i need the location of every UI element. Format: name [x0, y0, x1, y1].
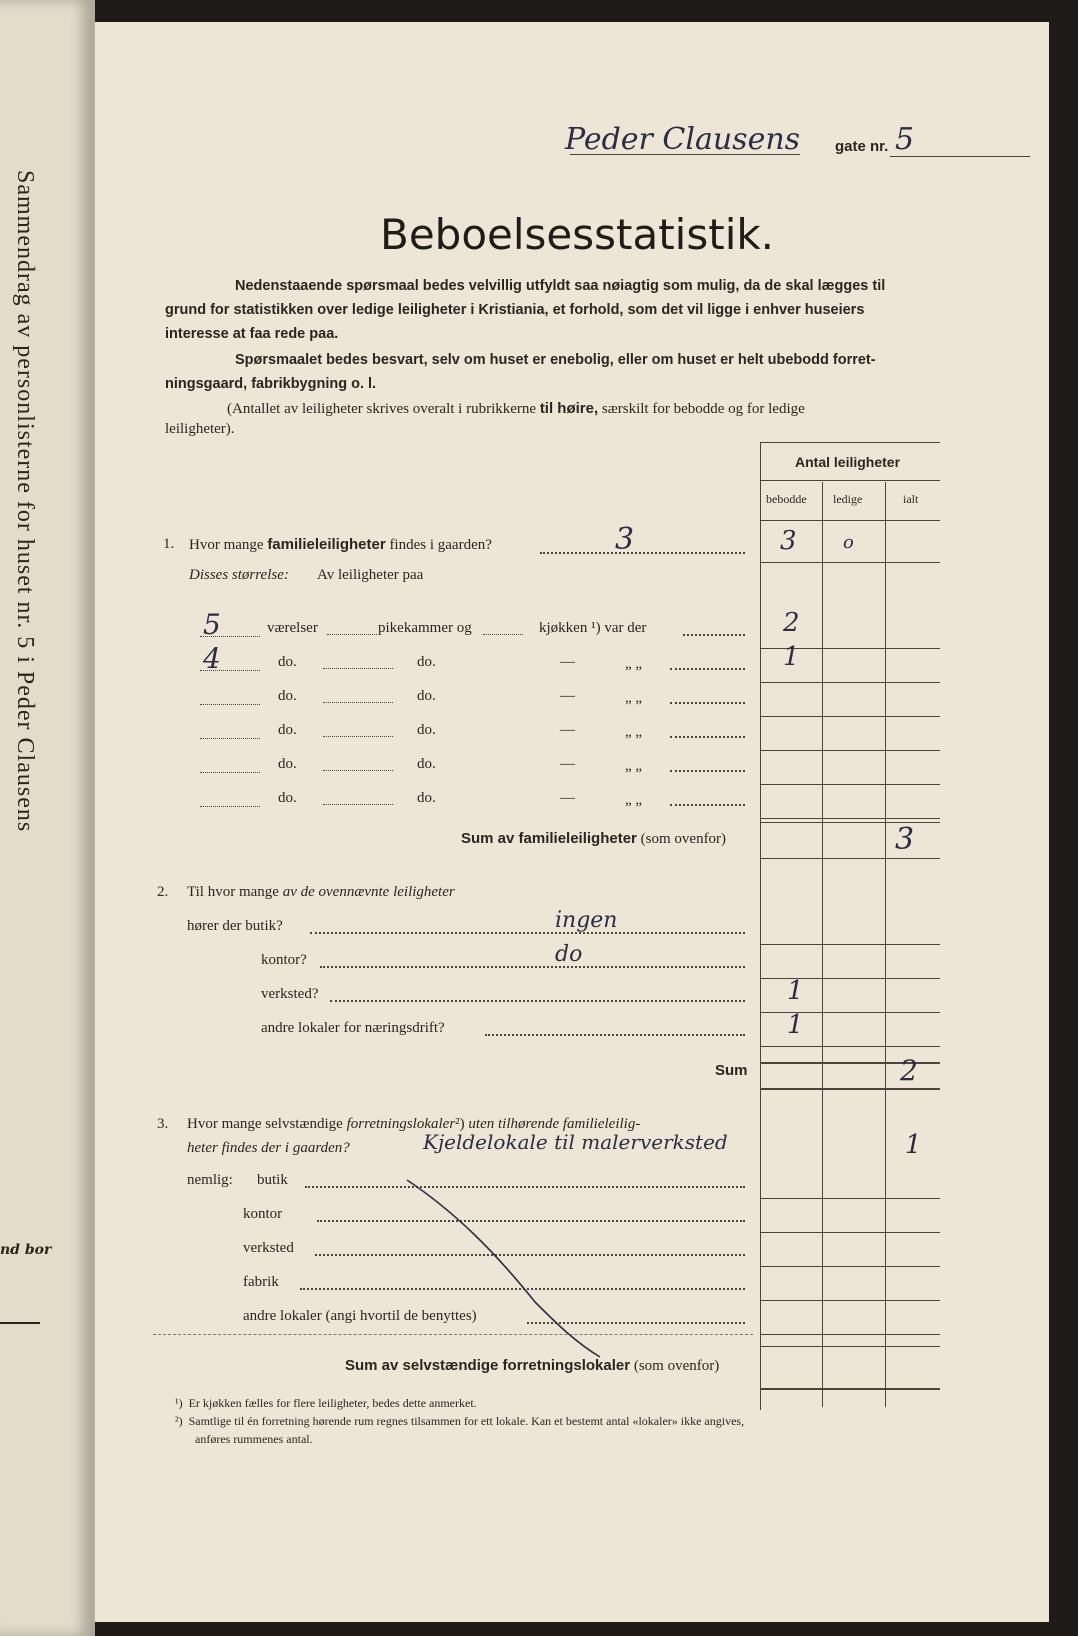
size-row-do-2: do.: [417, 790, 436, 806]
intro-p3-line2: leiligheter).: [165, 421, 235, 437]
intro-p1-line3: interesse at faa rede paa.: [165, 326, 339, 342]
q3-sum-bold: Sum av selvstændige forretningslokaler: [345, 1357, 631, 1374]
intro-p2-line1: Spørsmaalet bedes besvart, selv om huset er enebolig, eller om huset er helt ubebodd forret-: [235, 352, 876, 368]
q2-item-bebodde: 1: [787, 976, 804, 1006]
q1-sizes-label: Disses størrelse:: [189, 567, 289, 583]
left-page-vertical-text: Sammendrag av personlisterne for huset nr. 5 i Peder Clausens: [12, 170, 38, 833]
size-row-leader-dots: [683, 634, 745, 636]
left-facing-page: [0, 0, 95, 1636]
q3-item-rule: [760, 1266, 940, 1267]
footnote-2-text-a: Samtlige til én forretning hørende rum regnes tilsammen for ett lokale. Kan et bestemt antal «lokaler» ikke angives,: [188, 1414, 745, 1428]
q2-sum-ialt: 2: [900, 1054, 918, 1087]
size-row-kjokken: kjøkken ¹) var der: [539, 620, 647, 636]
q3-item-label: andre lokaler (angi hvortil de benyttes): [243, 1308, 477, 1324]
size-row-dash: —: [560, 722, 575, 738]
q3-item-rule: [760, 1300, 940, 1301]
size-row-rule: [760, 716, 940, 717]
size-row-rule: [760, 750, 940, 751]
q3-line1-a: Hvor mange selvstændige: [187, 1116, 343, 1132]
q2-item-leader-dots: [310, 932, 745, 934]
size-row-leader-dots: [670, 804, 745, 806]
size-row-do-2: do.: [417, 688, 436, 704]
q3-line2: heter findes der i gaarden?: [187, 1140, 350, 1156]
size-row-leader-dots: [670, 702, 745, 704]
gate-number-underline: [890, 156, 1030, 157]
left-page-nd-bor: nd bor: [0, 1242, 52, 1258]
q3-item-rule: [760, 1232, 940, 1233]
size-row-pike-line: [323, 702, 393, 703]
size-row-rooms-line: [200, 738, 260, 739]
q2-text-a: Til hvor mange: [187, 884, 279, 900]
table-top-rule: [760, 442, 940, 443]
table-header-rule: [760, 480, 940, 481]
q1-number: 1.: [163, 536, 175, 552]
q1-sizes-text: Av leiligheter paa: [317, 567, 424, 583]
size-row-rule: [760, 682, 940, 683]
q2-item-label: kontor?: [261, 952, 307, 968]
intro-p1-line2: grund for statistikken over ledige leiligheter i Kristiania, et forhold, som det vil ligge i enhver huseiers: [165, 302, 865, 318]
size-row-dash: —: [560, 756, 575, 772]
q2-item-label: verksted?: [261, 986, 319, 1002]
gate-number-handwritten: 5: [895, 122, 915, 157]
q1-text-bold: familieleiligheter: [267, 536, 386, 553]
q3-divider: [153, 1334, 753, 1335]
table-col-ledige: ledige: [833, 492, 863, 506]
q2-sum-bottom-rule: [760, 1088, 940, 1090]
table-left-rule: [760, 442, 761, 1410]
street-name-handwritten: Peder Clausens: [565, 122, 801, 157]
q2-item-rule: [760, 1046, 940, 1047]
q3-sum-label: [345, 1357, 719, 1375]
q3-nemlig: nemlig:: [187, 1172, 233, 1188]
q2-sum-label: Sum: [715, 1062, 748, 1079]
table-col-bebodde: bebodde: [766, 492, 807, 506]
q3-answer-handwritten: Kjeldelokale til malerverksted: [423, 1130, 728, 1154]
q1-ledige-value: o: [843, 532, 854, 553]
size-row-bebodde: 2: [783, 608, 800, 638]
intro-p3-line1: [227, 400, 805, 418]
q2-item-leader-dots: [485, 1034, 745, 1036]
table-header-title: Antal leiligheter: [795, 454, 901, 470]
gate-nr-label: gate nr.: [835, 138, 889, 155]
size-row-dash: —: [560, 688, 575, 704]
q3-line1-sup: ²): [455, 1116, 465, 1132]
footnote-2: [175, 1414, 744, 1429]
size-row-ditto: „ „: [625, 656, 643, 672]
size-row-do-2: do.: [417, 654, 436, 670]
q2-question: [187, 884, 455, 901]
q1-sum-label: [461, 830, 726, 848]
size-row-rooms: 5: [203, 608, 221, 641]
q3-sum-bottom-rule: [760, 1388, 940, 1390]
size-row-vaerelser: værelser: [267, 620, 318, 636]
size-row-do-1: do.: [278, 756, 297, 772]
size-row-do-1: do.: [278, 654, 297, 670]
size-row-kjokken-line: [483, 634, 523, 635]
footnote-1-mark: ¹): [175, 1396, 183, 1410]
size-row-leader-dots: [670, 668, 745, 670]
street-underline: [570, 154, 800, 155]
intro-p3-b: særskilt for bebodde og for ledige: [601, 401, 805, 417]
q3-number: 3.: [157, 1116, 169, 1132]
q2-item-label: andre lokaler for næringsdrift?: [261, 1020, 445, 1036]
intro-p2-line2: ningsgaard, fabrikbygning o. l.: [165, 376, 377, 392]
size-row-pike-line: [323, 804, 393, 805]
size-row-pike-line: [323, 668, 393, 669]
q2-item-answer: do: [555, 942, 583, 967]
q2-text-it: av de ovennævnte leiligheter: [282, 884, 455, 900]
q3-item-rule: [760, 1198, 940, 1199]
size-row-rooms: 4: [203, 642, 221, 675]
size-row-do-1: do.: [278, 688, 297, 704]
q3-line1-b: uten tilhørende familieleilig-: [468, 1116, 641, 1132]
size-row-dash: —: [560, 654, 575, 670]
size-row-leader-dots: [670, 736, 745, 738]
size-row-pike-line: [323, 770, 393, 771]
size-row-do-1: do.: [278, 722, 297, 738]
q3-item-rule: [760, 1334, 940, 1335]
q3-line1-it: forretningslokaler: [346, 1116, 456, 1132]
footnote-1-text: Er kjøkken fælles for flere leiligheter, bedes dette anmerket.: [188, 1396, 477, 1410]
q3-sum-rest: (som ovenfor): [633, 1358, 720, 1374]
q1-sum-bottom-rule: [760, 858, 940, 859]
q3-item-label: kontor: [243, 1206, 283, 1222]
form-page: [93, 22, 1049, 1622]
size-row-ditto: „ „: [625, 724, 643, 740]
q2-item-label: hører der butik?: [187, 918, 283, 934]
size-row-ditto: „ „: [625, 758, 643, 774]
q1-bebodde-value: 3: [780, 526, 797, 556]
q3-ialt-value: 1: [905, 1130, 922, 1160]
q2-item-leader-dots: [330, 1000, 745, 1002]
size-row-bebodde: 1: [783, 642, 800, 672]
q3-sum-top-rule: [760, 1346, 940, 1347]
size-row-dash: —: [560, 790, 575, 806]
intro-p3-a: (Antallet av leiligheter skrives overalt i rubrikkerne: [227, 401, 537, 417]
left-page-rule: [0, 1322, 40, 1324]
q2-item-rule: [760, 944, 940, 945]
q1-sum-ialt: 3: [895, 822, 915, 857]
intro-p3-bold: til høire,: [539, 400, 599, 417]
q1-row-rule: [760, 562, 940, 563]
q2-item-answer: ingen: [555, 908, 618, 933]
size-row-pike-line: [323, 736, 393, 737]
footnote-2-mark: ²): [175, 1414, 183, 1428]
q2-item-bebodde: 1: [787, 1010, 804, 1040]
size-row-ditto: „ „: [625, 690, 643, 706]
size-row-rooms-line: [200, 806, 260, 807]
q1-sum-bold: Sum av familieleiligheter: [461, 830, 637, 847]
size-row-rule: [760, 818, 940, 819]
size-row-do-2: do.: [417, 756, 436, 772]
q1-text-b: findes i gaarden?: [389, 537, 492, 553]
size-row-rooms-line: [200, 704, 260, 705]
q2-number: 2.: [157, 884, 169, 900]
footnote-2-cont: anføres rummenes antal.: [195, 1432, 313, 1446]
table-colhead-rule: [760, 520, 940, 521]
page-title: Beboelsesstatistik.: [380, 210, 775, 259]
size-row-do-1: do.: [278, 790, 297, 806]
q2-item-leader-dots: [320, 966, 745, 968]
size-row-pike-line: [327, 634, 377, 635]
q1-question: [189, 536, 492, 554]
size-row-pikekammer: pikekammer og: [378, 620, 472, 636]
table-col-ialt: ialt: [903, 492, 919, 506]
size-row-ditto: „ „: [625, 792, 643, 808]
q3-item-label: fabrik: [243, 1274, 279, 1290]
q1-sum-rest: (som ovenfor): [640, 831, 727, 847]
size-row-rule: [760, 784, 940, 785]
q3-item-label: butik: [257, 1172, 288, 1188]
q1-leader-dots: [540, 552, 745, 554]
size-row-rooms-line: [200, 772, 260, 773]
q3-item-label: verksted: [243, 1240, 294, 1256]
intro-p1-line1: Nedenstaaende spørsmaal bedes velvillig utfyldt saa nøiagtig som mulig, da de skal lægges til: [235, 278, 886, 294]
q1-answer-handwritten: 3: [615, 522, 635, 557]
size-row-do-2: do.: [417, 722, 436, 738]
footnote-1: [175, 1396, 477, 1411]
size-row-leader-dots: [670, 770, 745, 772]
q1-text-a: Hvor mange: [189, 537, 264, 553]
